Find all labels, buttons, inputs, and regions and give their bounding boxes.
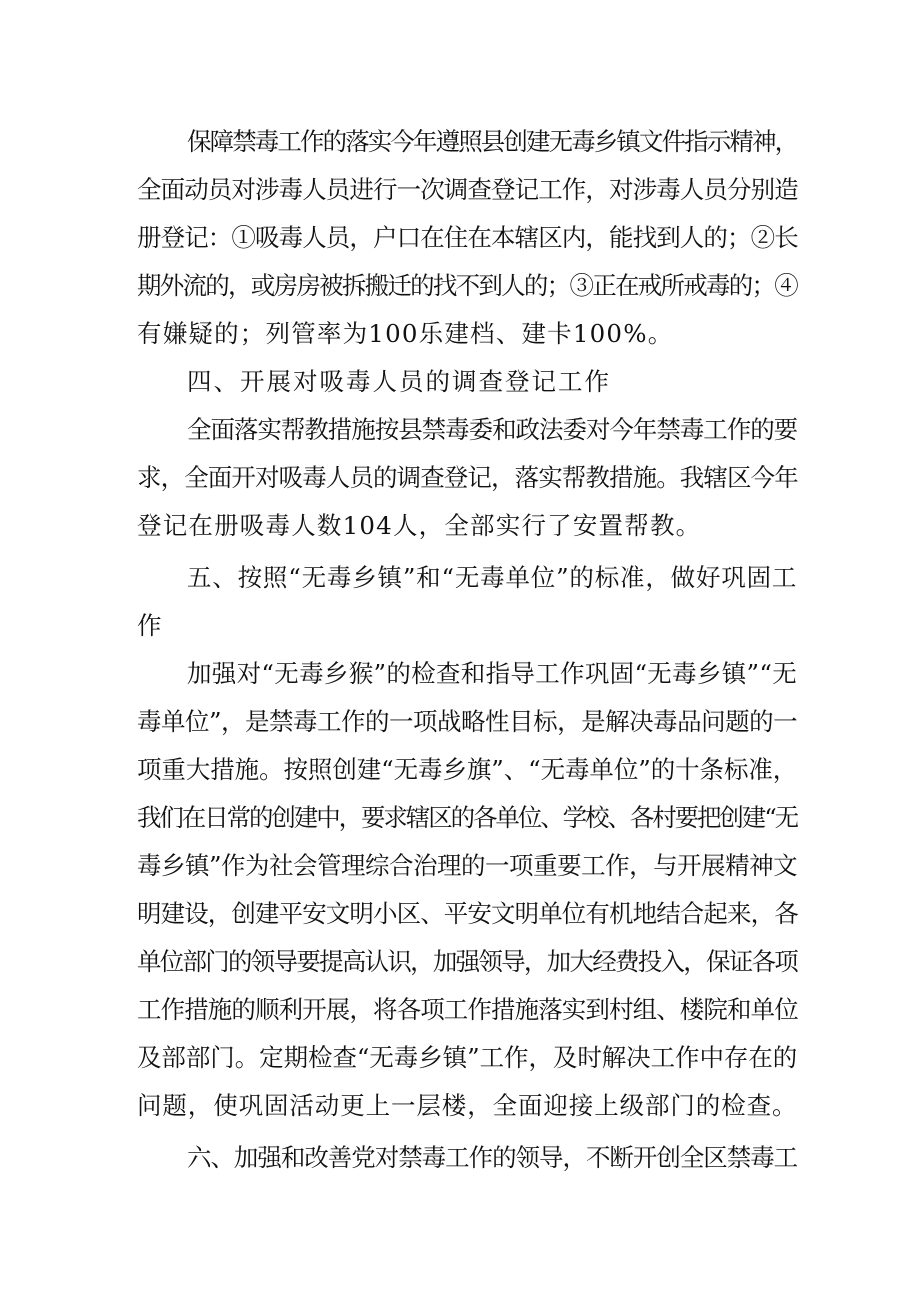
paragraph-line: 及部部门。定期检查“无毒乡镇”工作，及时解决工作中存在的 <box>137 1043 797 1072</box>
paragraph-line: 全面动员对涉毒人员进行一次调查登记工作，对涉毒人员分别造 <box>137 175 798 204</box>
paragraph-line: 毒单位”，是禁毒工作的一项战略性目标，是解决毒品问题的一 <box>137 707 797 736</box>
paragraph-line: 保障禁毒工作的落实今年遵照县创建无毒乡镇文件指示精神， <box>187 127 797 156</box>
section-heading: 作 <box>137 611 163 640</box>
paragraph-line: 册登记：①吸毒人员，户口在住在本辖区内，能找到人的；②长 <box>137 223 798 252</box>
paragraph-line: 毒乡镇”作为社会管理综合治理的一项重要工作，与开展精神文 <box>137 851 797 880</box>
section-heading: 四、开展对吸毒人员的调查登记工作 <box>187 367 611 396</box>
paragraph-line: 明建设，创建平安文明小区、平安文明单位有机地结合起来，各 <box>137 899 798 928</box>
paragraph-line: 期外流的，或房房被拆搬迁的找不到人的；③正在戒所戒毒的；④ <box>137 271 797 300</box>
section-heading: 五、按照“无毒乡镇”和“无毒单位”的标准，做好巩固工 <box>187 563 797 592</box>
paragraph-line: 问题，使巩固活动更上一层楼，全面迎接上级部门的检查。 <box>137 1091 798 1120</box>
paragraph-line: 求，全面开对吸毒人员的调查登记，落实帮教措施。我辖区今年 <box>137 463 798 492</box>
section-heading: 六、加强和改善党对禁毒工作的领导，不断开创全区禁毒工 <box>187 1143 797 1172</box>
paragraph-line: 项重大措施。按照创建“无毒乡旗”、“无毒单位”的十条标准， <box>137 755 797 784</box>
paragraph-line: 全面落实帮教措施按县禁毒委和政法委对今年禁毒工作的要 <box>187 415 797 444</box>
paragraph-line: 登记在册吸毒人数104人，全部实行了安置帮教。 <box>137 511 702 540</box>
paragraph-line: 工作措施的顺利开展，将各项工作措施落实到村组、楼院和单位 <box>137 995 798 1024</box>
paragraph-line: 有嫌疑的；列管率为100乐建档、建卡100%。 <box>137 319 674 348</box>
paragraph-line: 加强对“无毒乡猴”的检查和指导工作巩固“无毒乡镇”“无 <box>187 659 797 688</box>
paragraph-line: 单位部门的领导要提高认识，加强领导，加大经费投入，保证各项 <box>137 947 797 976</box>
paragraph-line: 我们在日常的创建中，要求辖区的各单位、学校、各村要把创建“无 <box>137 803 798 832</box>
